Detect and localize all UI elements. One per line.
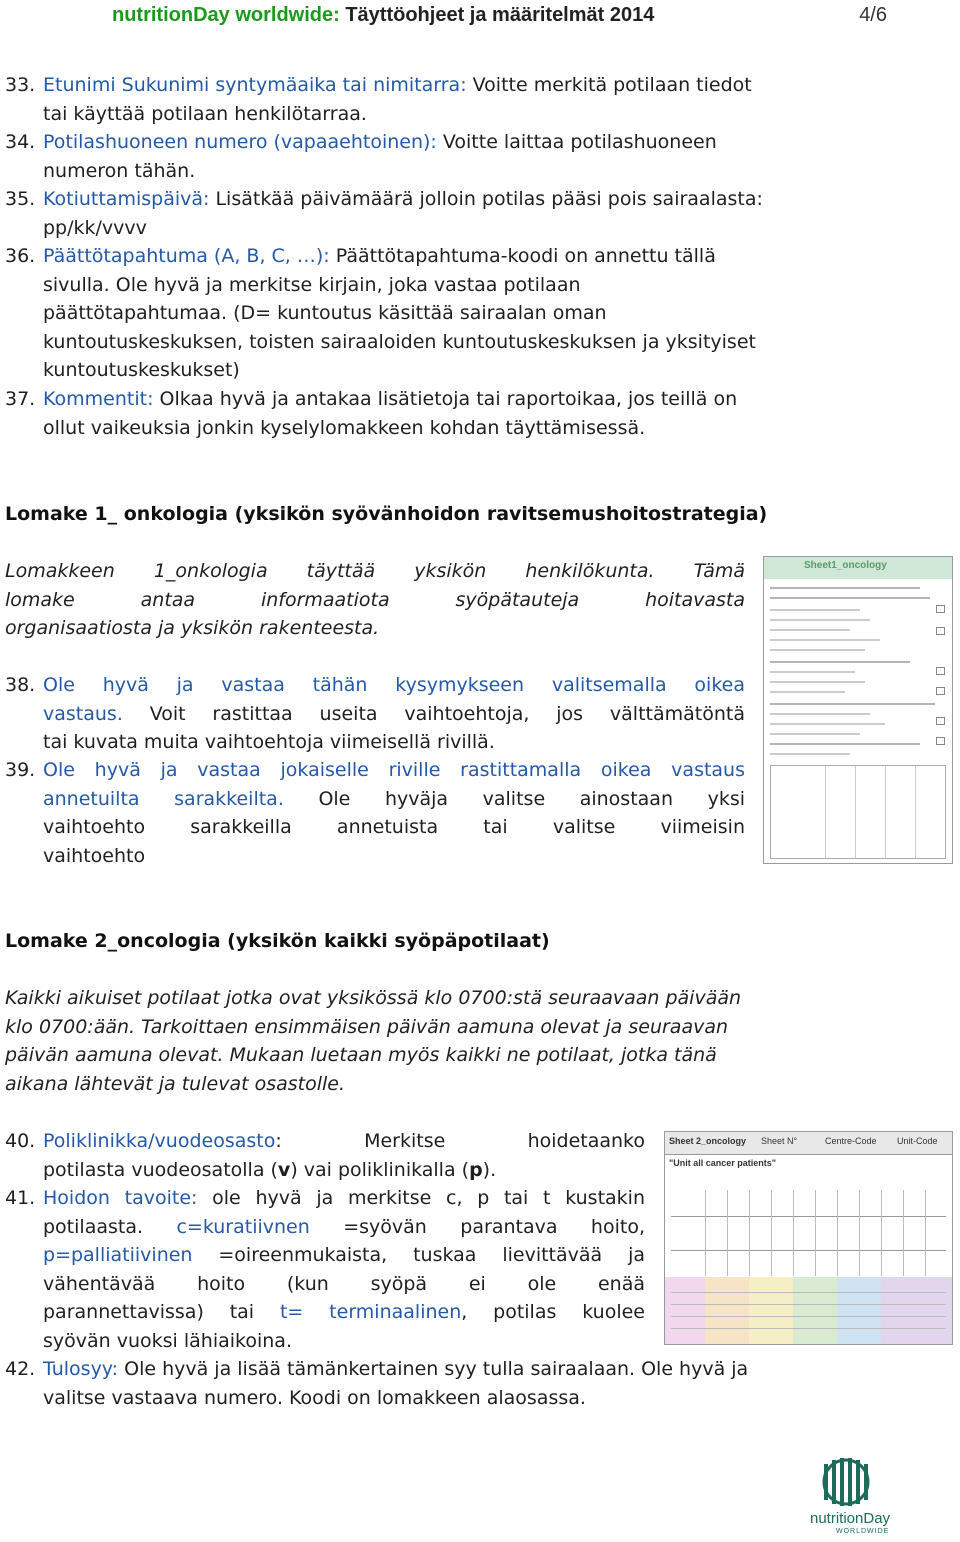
item-text: kuntoutuskeskukset): [43, 359, 240, 381]
form1-thumbnail: [763, 556, 953, 864]
form-line: [770, 733, 860, 735]
item-text: Ole hyväja valitse ainostaan yksi: [283, 787, 745, 810]
form-line: [770, 691, 845, 693]
item-text: parannettavissa) tai: [43, 1301, 280, 1323]
thumbnail-header: [665, 1132, 952, 1155]
item-text: ole hyvä ja merkitse c, p tai t kustakin: [197, 1187, 645, 1209]
item-number: 39.: [5, 759, 36, 781]
item-text: ) vai poliklinikalla (: [290, 1158, 470, 1181]
item-text: pp/kk/vvvv: [43, 216, 147, 239]
item-number: 34.: [5, 131, 36, 153]
checkbox-icon: [936, 737, 945, 745]
logo-subtext: WORLDWIDE: [836, 1528, 890, 1535]
item-label: Päättötapahtuma (A, B, C, …):: [43, 245, 330, 267]
page-number: 4/6: [859, 4, 887, 26]
form-line: [770, 629, 850, 631]
page-header: [112, 4, 887, 34]
color-band: [793, 1277, 837, 1344]
item-text: Voitte laittaa potilashuoneen: [436, 131, 717, 153]
item-label: Hoidon tavoite:: [43, 1187, 198, 1209]
outpatient-code: p: [469, 1158, 483, 1181]
form-line: [770, 661, 910, 663]
item-text: Olkaa hyvä ja antakaa lisätietoja tai raportoikaa, jos teillä on: [153, 388, 738, 410]
item-text: potilasta vuodeosatolla (: [43, 1158, 278, 1181]
header-title: Täyttöohjeet ja määritelmät 2014: [345, 4, 655, 26]
header-brand: nutritionDay worldwide:: [112, 4, 340, 26]
intro-line: Lomakkeen 1_onkologia täyttää yksikön henkilökunta. Tämä: [5, 560, 745, 582]
terminal-code: t= terminaalinen: [279, 1301, 462, 1323]
item-text: : Merkitse hoidetaanko: [275, 1130, 645, 1152]
item-text: Ole hyvä ja lisää tämänkertainen syy tulla sairaalaan. Ole hyvä ja: [118, 1358, 749, 1380]
form-line: [770, 681, 865, 683]
thumbnail-header: [764, 557, 952, 579]
thumbnail-title: Sheet1_oncology: [804, 560, 887, 571]
item-label: Potilashuoneen numero (vapaaehtoinen):: [43, 131, 437, 153]
item-number: 40.: [5, 1130, 36, 1152]
form-line: [770, 609, 860, 611]
checkbox-icon: [936, 605, 945, 613]
form-line: [770, 743, 920, 745]
section1-intro: [5, 557, 745, 643]
checkbox-icon: [936, 717, 945, 725]
item-text: numeron tähän.: [43, 159, 196, 182]
item-text: tai kuvata muita vaihtoehtoja viimeisellä rivillä.: [43, 731, 495, 753]
form-line: [770, 723, 885, 725]
intro-line: Kaikki aikuiset potilaat jotka ovat yksikössä klo 0700:stä seuraavaan päivään: [5, 987, 742, 1009]
form-line: [770, 713, 870, 715]
item-label: vastaus.: [43, 702, 123, 725]
item-text: Voitte merkitä potilaan tiedot: [466, 74, 752, 96]
color-band: [749, 1277, 793, 1344]
color-band: [665, 1277, 705, 1344]
logo-text: nutritionDay: [810, 1510, 891, 1527]
checkbox-icon: [936, 627, 945, 635]
palliative-code: p=palliatiivinen: [43, 1244, 193, 1266]
form-line: [770, 703, 935, 705]
color-band: [837, 1277, 881, 1344]
form-line: [770, 639, 880, 641]
form-line: [770, 671, 855, 673]
item-number: 33.: [5, 74, 36, 96]
thumbnail-subtitle: "Unit all cancer patients": [669, 1158, 777, 1168]
intro-line: aikana lähtevät ja tulevat osastolle.: [5, 1072, 345, 1095]
item-text: Päättötapahtuma-koodi on annettu tällä: [329, 245, 716, 267]
section-heading-form1: Lomake 1_ onkologia (yksikön syövänhoidon ravitsemushoitostrategia): [5, 503, 768, 525]
checkbox-icon: [936, 687, 945, 695]
thumbnail-label: Centre-Code: [825, 1136, 877, 1146]
item-number: 37.: [5, 388, 36, 410]
item-text: sivulla. Ole hyvä ja merkitse kirjain, joka vastaa potilaan: [43, 273, 581, 296]
intro-line: päivän aamuna olevat. Mukaan luetaan myös kaikki ne potilaat, jotka tänä: [5, 1044, 717, 1066]
item-label: Kommentit:: [43, 388, 154, 410]
form-line: [770, 619, 870, 621]
item-text: =syövän parantava hoito,: [309, 1215, 645, 1238]
form-line: [770, 649, 865, 651]
item-text: =oireenmukaista, tuskaa lievittävää ja: [192, 1244, 645, 1266]
color-band: [705, 1277, 749, 1344]
item-text: potilaasta.: [43, 1215, 177, 1238]
section-heading-form2: Lomake 2_oncologia (yksikön kaikki syöpäpotilaat): [5, 930, 550, 952]
item-label: Ole hyvä ja vastaa jokaiselle riville rastittamalla oikea vastaus: [43, 759, 745, 781]
item-label: annetuilta sarakkeilta.: [43, 787, 284, 810]
item-text: kuntoutuskeskuksen, toisten sairaaloiden kuntoutuskeskuksen ja yksityiset: [43, 330, 756, 353]
item-text: vähentävää hoito (kun syöpä ei ole enää: [43, 1272, 645, 1295]
form2-thumbnail: [664, 1131, 953, 1345]
item-text: tai käyttää potilaan henkilötarraa.: [43, 102, 367, 125]
item-label: Kotiuttamispäivä:: [43, 188, 210, 210]
item-number: 36.: [5, 245, 36, 267]
thumbnail-label: Unit-Code: [897, 1136, 938, 1146]
item-number: 38.: [5, 674, 36, 696]
nutritionday-logo: [810, 1458, 902, 1538]
thumbnail-title: Sheet 2_oncology: [669, 1136, 747, 1146]
item-text: ollut vaikeuksia jonkin kyselylomakkeen kohdan täyttämisessä.: [43, 416, 646, 439]
item-text: , potilas kuolee: [461, 1301, 645, 1323]
item-number: 41.: [5, 1187, 36, 1209]
form-line: [770, 587, 920, 589]
item-text: vaihtoehto sarakkeilla annetuista tai valitse viimeisin: [43, 816, 745, 838]
intro-line: organisaatiosta ja yksikön rakenteesta.: [5, 617, 380, 639]
item-text: ).: [482, 1158, 497, 1181]
form-line: [770, 753, 850, 755]
item-number: 35.: [5, 188, 36, 210]
section2-intro: [5, 984, 885, 1098]
thumbnail-label: Sheet N°: [761, 1136, 798, 1146]
inpatient-code: v: [277, 1158, 291, 1181]
item-text: Voit rastittaa useita vaihtoehtoja, jos välttämätöntä: [122, 702, 745, 725]
item-text: syövän vuoksi lähiaikoina.: [43, 1329, 292, 1352]
curative-code: c=kuratiivnen: [176, 1215, 310, 1238]
form-grid: [770, 765, 946, 859]
checkbox-icon: [936, 667, 945, 675]
form-line: [770, 597, 930, 599]
color-band: [881, 1277, 952, 1344]
item-text: Lisätkää päivämäärä jolloin potilas pääsi pois sairaalasta:: [209, 188, 763, 210]
item-number: 42.: [5, 1358, 36, 1380]
intro-line: klo 0700:ään. Tarkoittaen ensimmäisen päivän aamuna olevat ja seuraavan: [5, 1015, 729, 1038]
intro-line: lomake antaa informaatiota syöpätauteja hoitavasta: [5, 588, 745, 611]
item-label: Ole hyvä ja vastaa tähän kysymykseen valitsemalla oikea: [43, 674, 745, 696]
item-text: päättötapahtumaa. (D= kuntoutus käsittää sairaalan oman: [43, 302, 607, 324]
item-text: vaihtoehto: [43, 844, 146, 867]
item-label: Etunimi Sukunimi syntymäaika tai nimitarra:: [43, 74, 467, 96]
item-text: valitse vastaava numero. Koodi on lomakkeen alaosassa.: [43, 1386, 586, 1409]
item-label: Poliklinikka/vuodeosasto: [43, 1130, 276, 1152]
item-label: Tulosyy:: [43, 1358, 119, 1380]
